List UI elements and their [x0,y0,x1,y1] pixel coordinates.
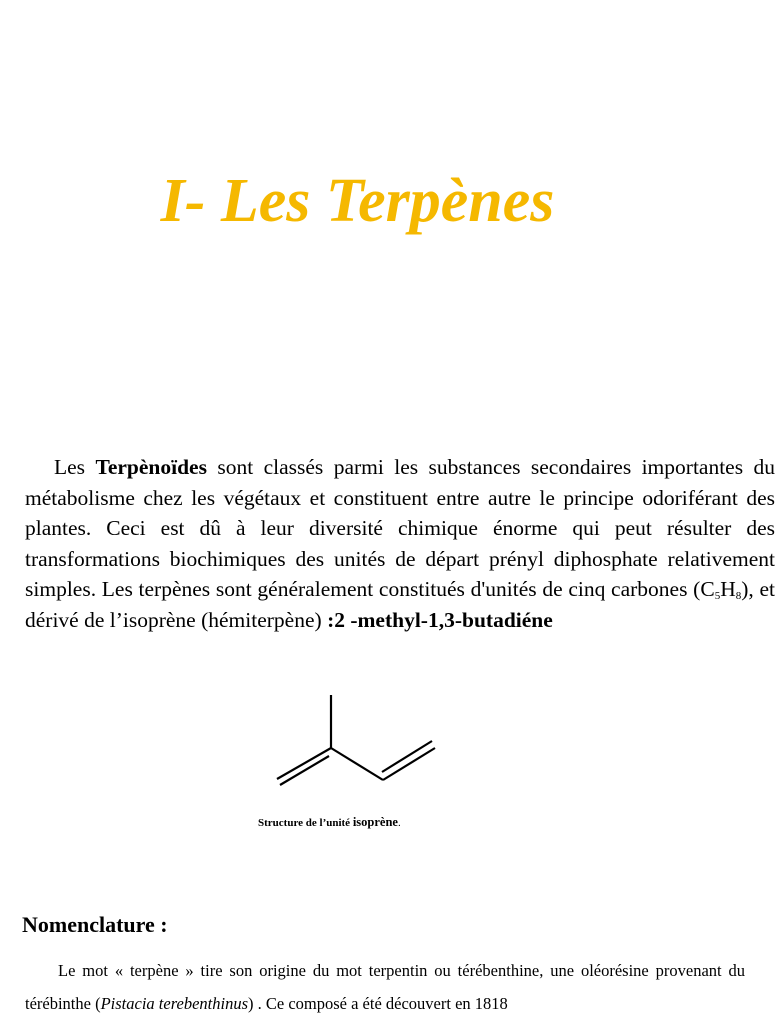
nomenclature-paragraph [25,954,745,1020]
double-bond-2-line-b [382,741,432,772]
double-bond-1-line-a [277,748,331,779]
caption-end: . [397,817,401,829]
intro-text-3: ), et dérivé de l’isoprène (hémiterpène) [25,577,775,632]
formula-c-subscript: 5 [714,590,721,602]
double-bond-1-line-b [280,756,329,785]
caption-text: Structure de l’unité [258,817,353,829]
nomenclature-text-1: Le mot « terpène » tire son origine du mot terpentin ou térébenthine, une oléorésine provenant du térébinthe ( [25,961,745,1013]
double-bond-2-line-a [383,748,435,780]
page-title: I- Les Terpènes [160,167,555,235]
single-bond [331,748,383,780]
formula-c: C [700,577,715,601]
caption-term: isoprène [352,815,398,829]
formula-h-subscript: 8 [735,590,742,602]
nomenclature-text-2: ) . Ce composé a été découvert en 1818 [248,994,508,1013]
terpenoides-term: Terpènoïdes [95,455,207,479]
intro-text-1: Les [54,455,96,479]
isoprene-iupac-name: :2 -methyl-1,3-butadiéne [327,607,553,632]
species-name: Pistacia terebenthinus [100,994,248,1013]
isoprene-structure-diagram [272,690,444,790]
intro-text-2: sont classés parmi les substances secondaires importantes du métabolisme chez les végétaux et constituent entre autre le principe odoriférant des plantes. Ceci est dû à leur diversité chimique énorme qui peut résulter des transformations biochimiques des unités de départ prényl diphosphate relativement simples. Les terpènes sont généralement constitués d'unités de cinq carbones ( [25,455,775,601]
nomenclature-heading: Nomenclature : [22,912,168,937]
formula-h: H [720,577,736,601]
figure-caption [258,815,401,830]
intro-paragraph [25,452,775,635]
